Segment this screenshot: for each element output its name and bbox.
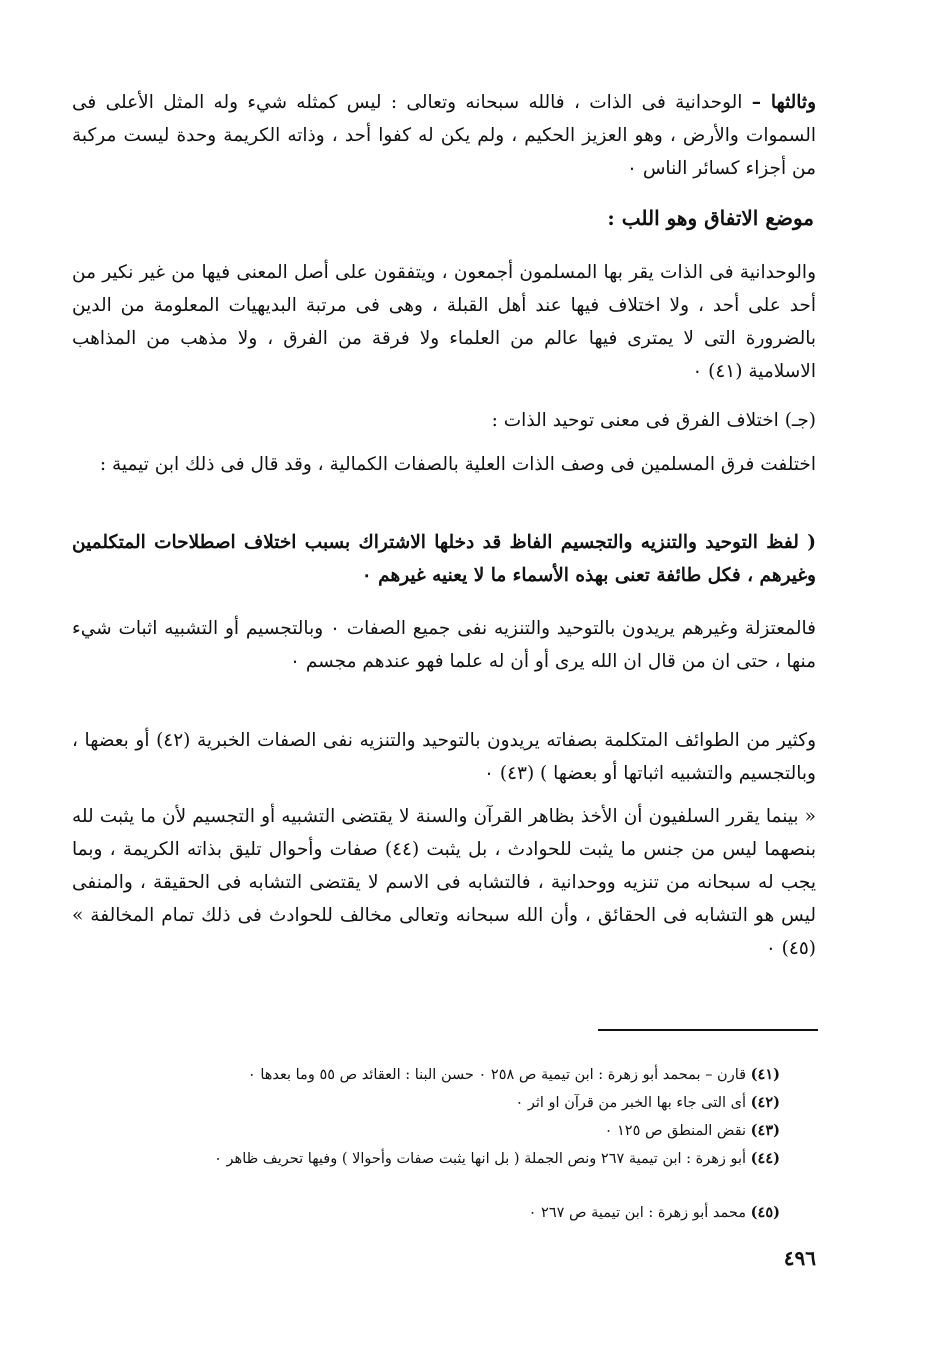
paragraph-unity-of-essence (72, 86, 816, 185)
footnote-text: قارن – بمحمد أبو زهرة : ابن تيمية ص ٢٥٨ ٠ حسن البنا : العقائد ص ٥٥ وما بعدها ٠ (247, 1067, 747, 1083)
footnote (72, 1062, 780, 1088)
footnote-number: (٤٥) (750, 1204, 780, 1221)
subsection-title: (جـ) اختلاف الفرق فى معنى توحيد الذات : (491, 410, 816, 431)
paragraph-agreement: والوحدانية فى الذات يقر بها المسلمون أجمعون ، ويتفقون على أصل المعنى فيها من غير نكير من أحد على أحد ، ولا اختلاف فيها عند أهل القبلة ، وهى فى مرتبة البديهيات المعلومة من الدين بالضرورة التى لا يمترى فيها عالم من العلماء ولا فرقة من الفرق ، ولا مذهب من المذاهب الاسلامية (٤١) ٠ (72, 262, 816, 382)
quote-ibn-taymiyya: ( لفظ التوحيد والتنزيه والتجسيم الفاظ قد دخلها الاشتراك بسبب اختلاف اصطلاحات المتكلمين وغيرهم ، فكل طائفة تعنى بهذه الأسماء ما لا يعنيه غيرهم ٠ (72, 532, 816, 586)
paragraph-mutazila: فالمعتزلة وغيرهم يريدون بالتوحيد والتنزيه نفى جميع الصفات ٠ وبالتجسيم أو التشبيه اثبات شيء منها ، حتى ان من قال ان الله يرى أو أن له علما فهو عندهم مجسم ٠ (72, 618, 816, 672)
paragraph-sects-differ: اختلفت فرق المسلمين فى وصف الذات العلية بالصفات الكمالية ، وقد قال فى ذلك ابن تيمية : (99, 454, 816, 475)
paragraph-theologians: وكثير من الطوائف المتكلمة بصفاته يريدون بالتوحيد والتنزيه نفى الصفات الخبرية (٤٢) أو بعضها ، وبالتجسيم والتشبيه اثباتها أو بعضها ) (٤٣) ٠ (72, 730, 817, 784)
paragraph-lead-term: وثالثها – (751, 92, 817, 113)
page-number: ٤٩٦ (783, 1246, 816, 1270)
footnote-number: (٤٤) (750, 1150, 780, 1167)
footnote-text: نقض المنطق ص ١٢٥ ٠ (604, 1123, 747, 1139)
footnote-separator (598, 1029, 818, 1031)
footnote (72, 1200, 780, 1226)
section-heading: موضع الاتفاق وهو اللب : (607, 206, 814, 230)
footnote-text: محمد أبو زهرة : ابن تيمية ص ٢٦٧ ٠ (528, 1205, 747, 1221)
footnote (72, 1118, 780, 1144)
paragraph-text: الوحدانية فى الذات ، فالله سبحانه وتعالى : ليس كمثله شيء وله المثل الأعلى فى السموات والأرض ، وهو العزيز الحكيم ، ولم يكن له كفوا أحد ، وذاته الكريمة وحدة ليست مركبة من أجزاء كسائر الناس ٠ (72, 92, 816, 179)
footnote (72, 1146, 780, 1172)
footnote (72, 1090, 780, 1116)
footnote-text: أبو زهرة : ابن تيمية ٢٦٧ ونص الجملة ( بل انها يثبت صفات وأحوالا ) وفيها تحريف ظاهر ٠ (214, 1151, 747, 1167)
footnote-number: (٤٣) (750, 1122, 780, 1139)
paragraph-salafis: « بينما يقرر السلفيون أن الأخذ بظاهر القرآن والسنة لا يقتضى التشبيه أو التجسيم لأن ما يثبت لله بنصهما ليس من جنس ما يثبت للحوادث ، بل يثبت (٤٤) صفات وأحوال تليق بذاته الكريمة ، وبما يجب له سبحانه من تنزيه ووحدانية ، فالتشابه فى الاسم لا يقتضى التشابه فى الحقيقة ، والمنفى ليس هو التشابه فى الحقائق ، وأن الله سبحانه وتعالى مخالف للحوادث فى ذلك تمام المخالفة » (٤٥) ٠ (72, 806, 816, 959)
footnote-number: (٤٢) (750, 1094, 780, 1111)
footnote-number: (٤١) (750, 1066, 780, 1083)
footnote-text: أى التى جاء بها الخبر من قرآن او اثر ٠ (515, 1095, 747, 1111)
